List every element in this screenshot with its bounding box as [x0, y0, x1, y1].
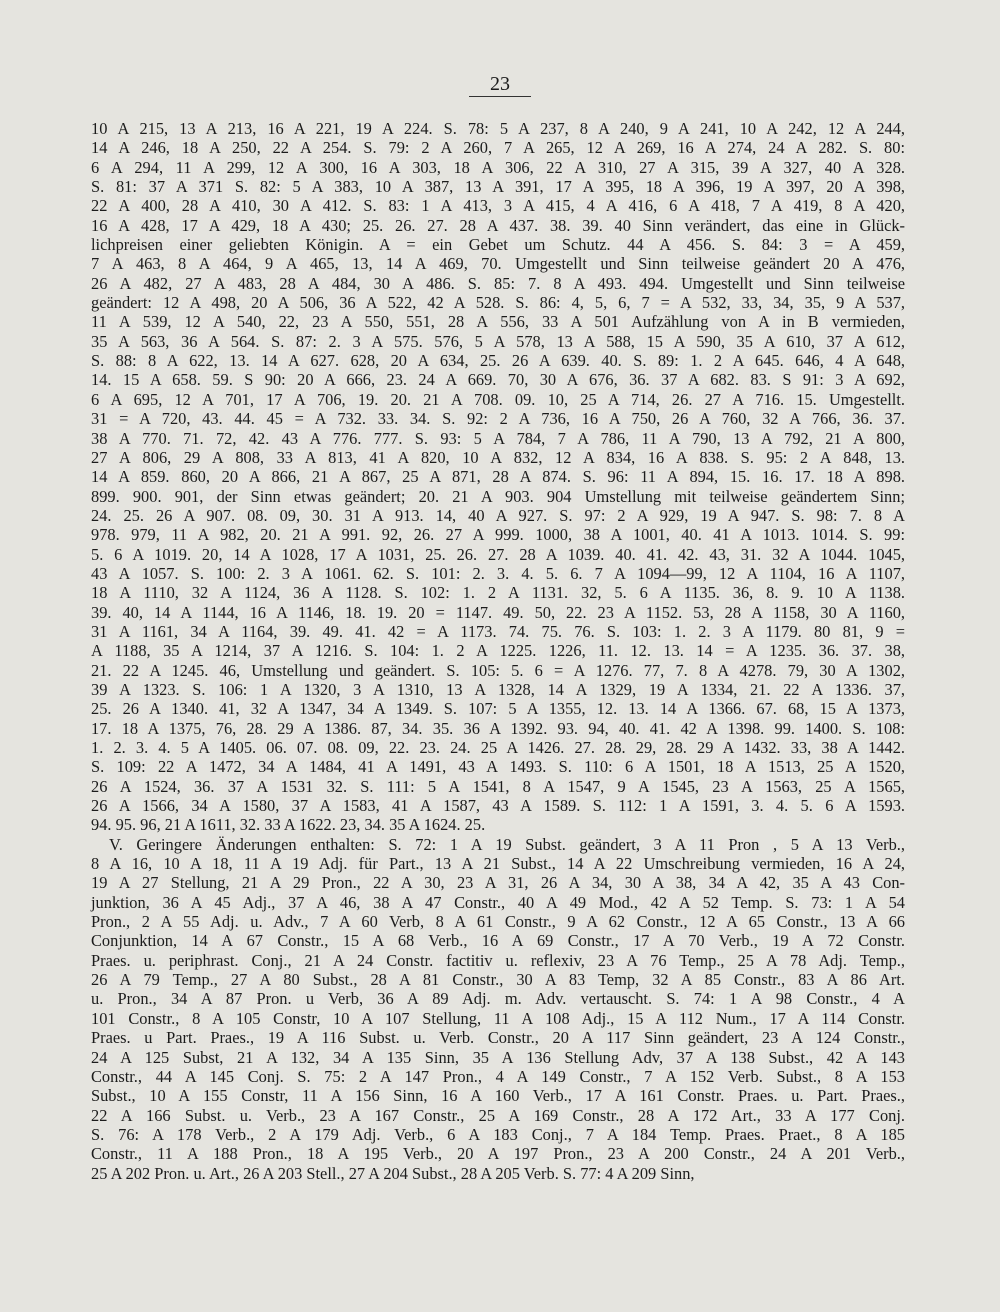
text-line: 27 A 806, 29 A 808, 33 A 813, 41 A 820, 10 A 832, 12 A 834, 16 A 838. S. 95: 2 A 848, 13.	[91, 447, 905, 467]
text-line: 94. 95. 96, 21 A 1611, 32. 33 A 1622. 23, 34. 35 A 1624. 25.	[91, 815, 486, 835]
text-line: Pron., 2 A 55 Adj. u. Adv., 7 A 60 Verb, 8 A 61 Constr., 9 A 62 Constr., 12 A 65 Constr., 13 A 66	[91, 912, 905, 932]
page-number-rule	[469, 96, 531, 97]
text-line: 39 A 1323. S. 106: 1 A 1320, 3 A 1310, 13 A 1328, 14 A 1329, 19 A 1334, 21. 22 A 1336. 37,	[91, 679, 905, 699]
text-line: Constr., 11 A 188 Pron., 18 A 195 Verb., 20 A 197 Pron., 23 A 200 Constr., 24 A 201 Verb.,	[91, 1144, 905, 1164]
text-line: 16 A 428, 17 A 429, 18 A 430; 25. 26. 27. 28 A 437. 38. 39. 40 Sinn verändert, das eine in Glück-	[91, 215, 905, 235]
text-line: 10 A 215, 13 A 213, 16 A 221, 19 A 224. S. 78: 5 A 237, 8 A 240, 9 A 241, 10 A 242, 12 A 244,	[91, 119, 905, 138]
text-line: 8 A 16, 10 A 18, 11 A 19 Adj. für Part., 13 A 21 Subst., 14 A 22 Umschreibung vermieden, 16 A 24,	[91, 854, 905, 874]
text-line: 22 A 166 Subst. u. Verb., 23 A 167 Constr., 25 A 169 Constr., 28 A 172 Art., 33 A 177 Conj.	[91, 1105, 905, 1125]
text-line: A 1188, 35 A 1214, 37 A 1216. S. 104: 1. 2 A 1225. 1226, 11. 12. 13. 14 = A 1235. 36. 37. 38,	[91, 641, 905, 661]
body-text	[91, 119, 905, 1183]
text-line: 26 A 1566, 34 A 1580, 37 A 1583, 41 A 1587, 43 A 1589. S. 112: 1 A 1591, 3. 4. 5. 6 A 1593.	[91, 796, 905, 816]
text-line: 6 A 695, 12 A 701, 17 A 706, 19. 20. 21 A 708. 09. 10, 25 A 714, 26. 27 A 716. 15. Umgestellt.	[91, 389, 905, 409]
text-line: Constr., 44 A 145 Conj. S. 75: 2 A 147 Pron., 4 A 149 Constr., 7 A 152 Verb. Subst., 8 A 153	[91, 1066, 905, 1086]
text-line: 19 A 27 Stellung, 21 A 29 Pron., 22 A 30, 23 A 31, 26 A 34, 30 A 38, 34 A 42, 35 A 43 Con-	[91, 873, 905, 893]
text-line: 18 A 1110, 32 A 1124, 36 A 1128. S. 102: 1. 2 A 1131. 32, 5. 6 A 1135. 36, 8. 9. 10 A 1138.	[91, 583, 905, 603]
text-line: 38 A 770. 71. 72, 42. 43 A 776. 777. S. 93: 5 A 784, 7 A 786, 11 A 790, 13 A 792, 21 A 800,	[91, 428, 905, 448]
text-line: 14 A 246, 18 A 250, 22 A 254. S. 79: 2 A 260, 7 A 265, 12 A 269, 16 A 274, 24 A 282. S. 80:	[91, 138, 905, 158]
text-line: 22 A 400, 28 A 410, 30 A 412. S. 83: 1 A 413, 3 A 415, 4 A 416, 6 A 418, 7 A 419, 8 A 420,	[91, 196, 905, 216]
text-line: S. 109: 22 A 1472, 34 A 1484, 41 A 1491, 43 A 1493. S. 110: 6 A 1501, 18 A 1513, 25 A 1520,	[91, 757, 905, 777]
text-line: 25. 26 A 1340. 41, 32 A 1347, 34 A 1349. S. 107: 5 A 1355, 12. 13. 14 A 1366. 67. 68, 15 A 1373,	[91, 699, 905, 719]
text-line: 899. 900. 901, der Sinn etwas geändert; 20. 21 A 903. 904 Umstellung mit teilweise geändertem Sinn;	[91, 486, 905, 506]
text-line: junktion, 36 A 45 Adj., 37 A 46, 38 A 47 Constr., 40 A 49 Mod., 42 A 52 Temp. S. 73: 1 A 54	[91, 892, 905, 912]
text-line: geändert: 12 A 498, 20 A 506, 36 A 522, 42 A 528. S. 86: 4, 5, 6, 7 = A 532, 33, 34, 35, 9 A 537,	[91, 293, 905, 313]
text-line: 35 A 563, 36 A 564. S. 87: 2. 3 A 575. 576, 5 A 578, 13 A 588, 15 A 590, 35 A 610, 37 A 612,	[91, 331, 905, 351]
text-line: 7 A 463, 8 A 464, 9 A 465, 13, 14 A 469, 70. Umgestellt und Sinn teilweise geändert 20 A 476,	[91, 254, 905, 274]
text-line: 21. 22 A 1245. 46, Umstellung und geändert. S. 105: 5. 6 = A 1276. 77, 7. 8 A 4278. 79, 30 A 1302,	[91, 660, 905, 680]
text-line: 25 A 202 Pron. u. Art., 26 A 203 Stell., 27 A 204 Subst., 28 A 205 Verb. S. 77: 4 A 209 Sinn,	[91, 1163, 695, 1183]
text-line: V. Geringere Änderungen enthalten: S. 72: 1 A 19 Subst. geändert, 3 A 11 Pron , 5 A 13 Verb.,	[109, 834, 905, 854]
text-line: 39. 40, 14 A 1144, 16 A 1146, 18. 19. 20 = 1147. 49. 50, 22. 23 A 1152. 53, 28 A 1158, 30 A 1160,	[91, 602, 905, 622]
text-line: 6 A 294, 11 A 299, 12 A 300, 16 A 303, 18 A 306, 22 A 310, 27 A 315, 39 A 327, 40 A 328.	[91, 157, 905, 177]
text-line: 17. 18 A 1375, 76, 28. 29 A 1386. 87, 34. 35. 36 A 1392. 93. 94, 40. 41. 42 A 1398. 99. 1400. S. 108:	[91, 718, 905, 738]
text-line: 26 A 1524, 36. 37 A 1531 32. S. 111: 5 A 1541, 8 A 1547, 9 A 1545, 23 A 1563, 25 A 1565,	[91, 776, 905, 796]
text-line: 5. 6 A 1019. 20, 14 A 1028, 17 A 1031, 25. 26. 27. 28 A 1039. 40. 41. 42. 43, 31. 32 A 1044. 1045,	[91, 544, 905, 564]
text-line: 24 A 125 Subst, 21 A 132, 34 A 135 Sinn, 35 A 136 Stellung Adv, 37 A 138 Subst., 42 A 143	[91, 1047, 905, 1067]
text-line: S. 76: A 178 Verb., 2 A 179 Adj. Verb., 6 A 183 Conj., 7 A 184 Temp. Praes. Praet., 8 A 185	[91, 1124, 905, 1144]
text-line: Praes. u Part. Praes., 19 A 116 Subst. u. Verb. Constr., 20 A 117 Sinn geändert, 23 A 124 Constr.,	[91, 1028, 905, 1048]
text-line: 26 A 482, 27 A 483, 28 A 484, 30 A 486. S. 85: 7. 8 A 493. 494. Umgestellt und Sinn teilweise	[91, 273, 905, 293]
text-line: 26 A 79 Temp., 27 A 80 Subst., 28 A 81 Constr., 30 A 83 Temp, 32 A 85 Constr., 83 A 86 Art.	[91, 970, 905, 990]
text-line: S. 88: 8 A 622, 13. 14 A 627. 628, 20 A 634, 25. 26 A 639. 40. S. 89: 1. 2 A 645. 646, 4 A 648,	[91, 351, 905, 371]
text-line: 14. 15 A 658. 59. S 90: 20 A 666, 23. 24 A 669. 70, 30 A 676, 36. 37 A 682. 83. S 91: 3 A 692,	[91, 370, 905, 390]
page-number: 23	[490, 73, 510, 95]
text-line: 43 A 1057. S. 100: 2. 3 A 1061. 62. S. 101: 2. 3. 4. 5. 6. 7 A 1094—99, 12 A 1104, 16 A 1107,	[91, 563, 905, 583]
text-line: 978. 979, 11 A 982, 20. 21 A 991. 92, 26. 27 A 999. 1000, 38 A 1001, 40. 41 A 1013. 1014. S. 99:	[91, 525, 905, 545]
text-line: Subst., 10 A 155 Constr, 11 A 156 Sinn, 16 A 160 Verb., 17 A 161 Constr. Praes. u. Part. Praes.,	[91, 1086, 905, 1106]
text-line: S. 81: 37 A 371 S. 82: 5 A 383, 10 A 387, 13 A 391, 17 A 395, 18 A 396, 19 A 397, 20 A 398,	[91, 177, 905, 197]
text-line: Conjunktion, 14 A 67 Constr., 15 A 68 Verb., 16 A 69 Constr., 17 A 70 Verb., 19 A 72 Constr.	[91, 931, 905, 951]
text-line: lichpreisen einer geliebten Königin. A = ein Gebet um Schutz. 44 A 456. S. 84: 3 = A 459,	[91, 235, 905, 255]
text-line: Praes. u. periphrast. Conj., 21 A 24 Constr. factitiv u. reflexiv, 23 A 76 Temp., 25 A 78 Adj. Temp.,	[91, 950, 905, 970]
text-line: 14 A 859. 860, 20 A 866, 21 A 867, 25 A 871, 28 A 874. S. 96: 11 A 894, 15. 16. 17. 18 A 898.	[91, 467, 905, 487]
text-line: 101 Constr., 8 A 105 Constr, 10 A 107 Stellung, 11 A 108 Adj., 15 A 112 Num., 17 A 114 Constr.	[91, 1008, 905, 1028]
text-line: 1. 2. 3. 4. 5 A 1405. 06. 07. 08. 09, 22. 23. 24. 25 A 1426. 27. 28. 29, 28. 29 A 1432. 33, 38 A 1442.	[91, 738, 905, 757]
text-line: 24. 25. 26 A 907. 08. 09, 30. 31 A 913. 14, 40 A 927. S. 97: 2 A 929, 19 A 947. S. 98: 7. 8 A	[91, 505, 905, 525]
paragraph-iv	[91, 119, 905, 835]
text-line: u. Pron., 34 A 87 Pron. u Verb, 36 A 89 Adj. m. Adv. vertauscht. S. 74: 1 A 98 Constr., 4 A	[91, 989, 905, 1009]
paragraph-v	[91, 835, 905, 1183]
text-line: 31 = A 720, 43. 44. 45 = A 732. 33. 34. S. 92: 2 A 736, 16 A 750, 26 A 760, 32 A 766, 36. 37.	[91, 409, 905, 429]
text-line: 11 A 539, 12 A 540, 22, 23 A 550, 551, 28 A 556, 33 A 501 Aufzählung von A in B vermieden,	[91, 312, 905, 332]
text-line: 31 A 1161, 34 A 1164, 39. 49. 41. 42 = A 1173. 74. 75. 76. S. 103: 1. 2. 3 A 1179. 80 81, 9 =	[91, 621, 905, 641]
